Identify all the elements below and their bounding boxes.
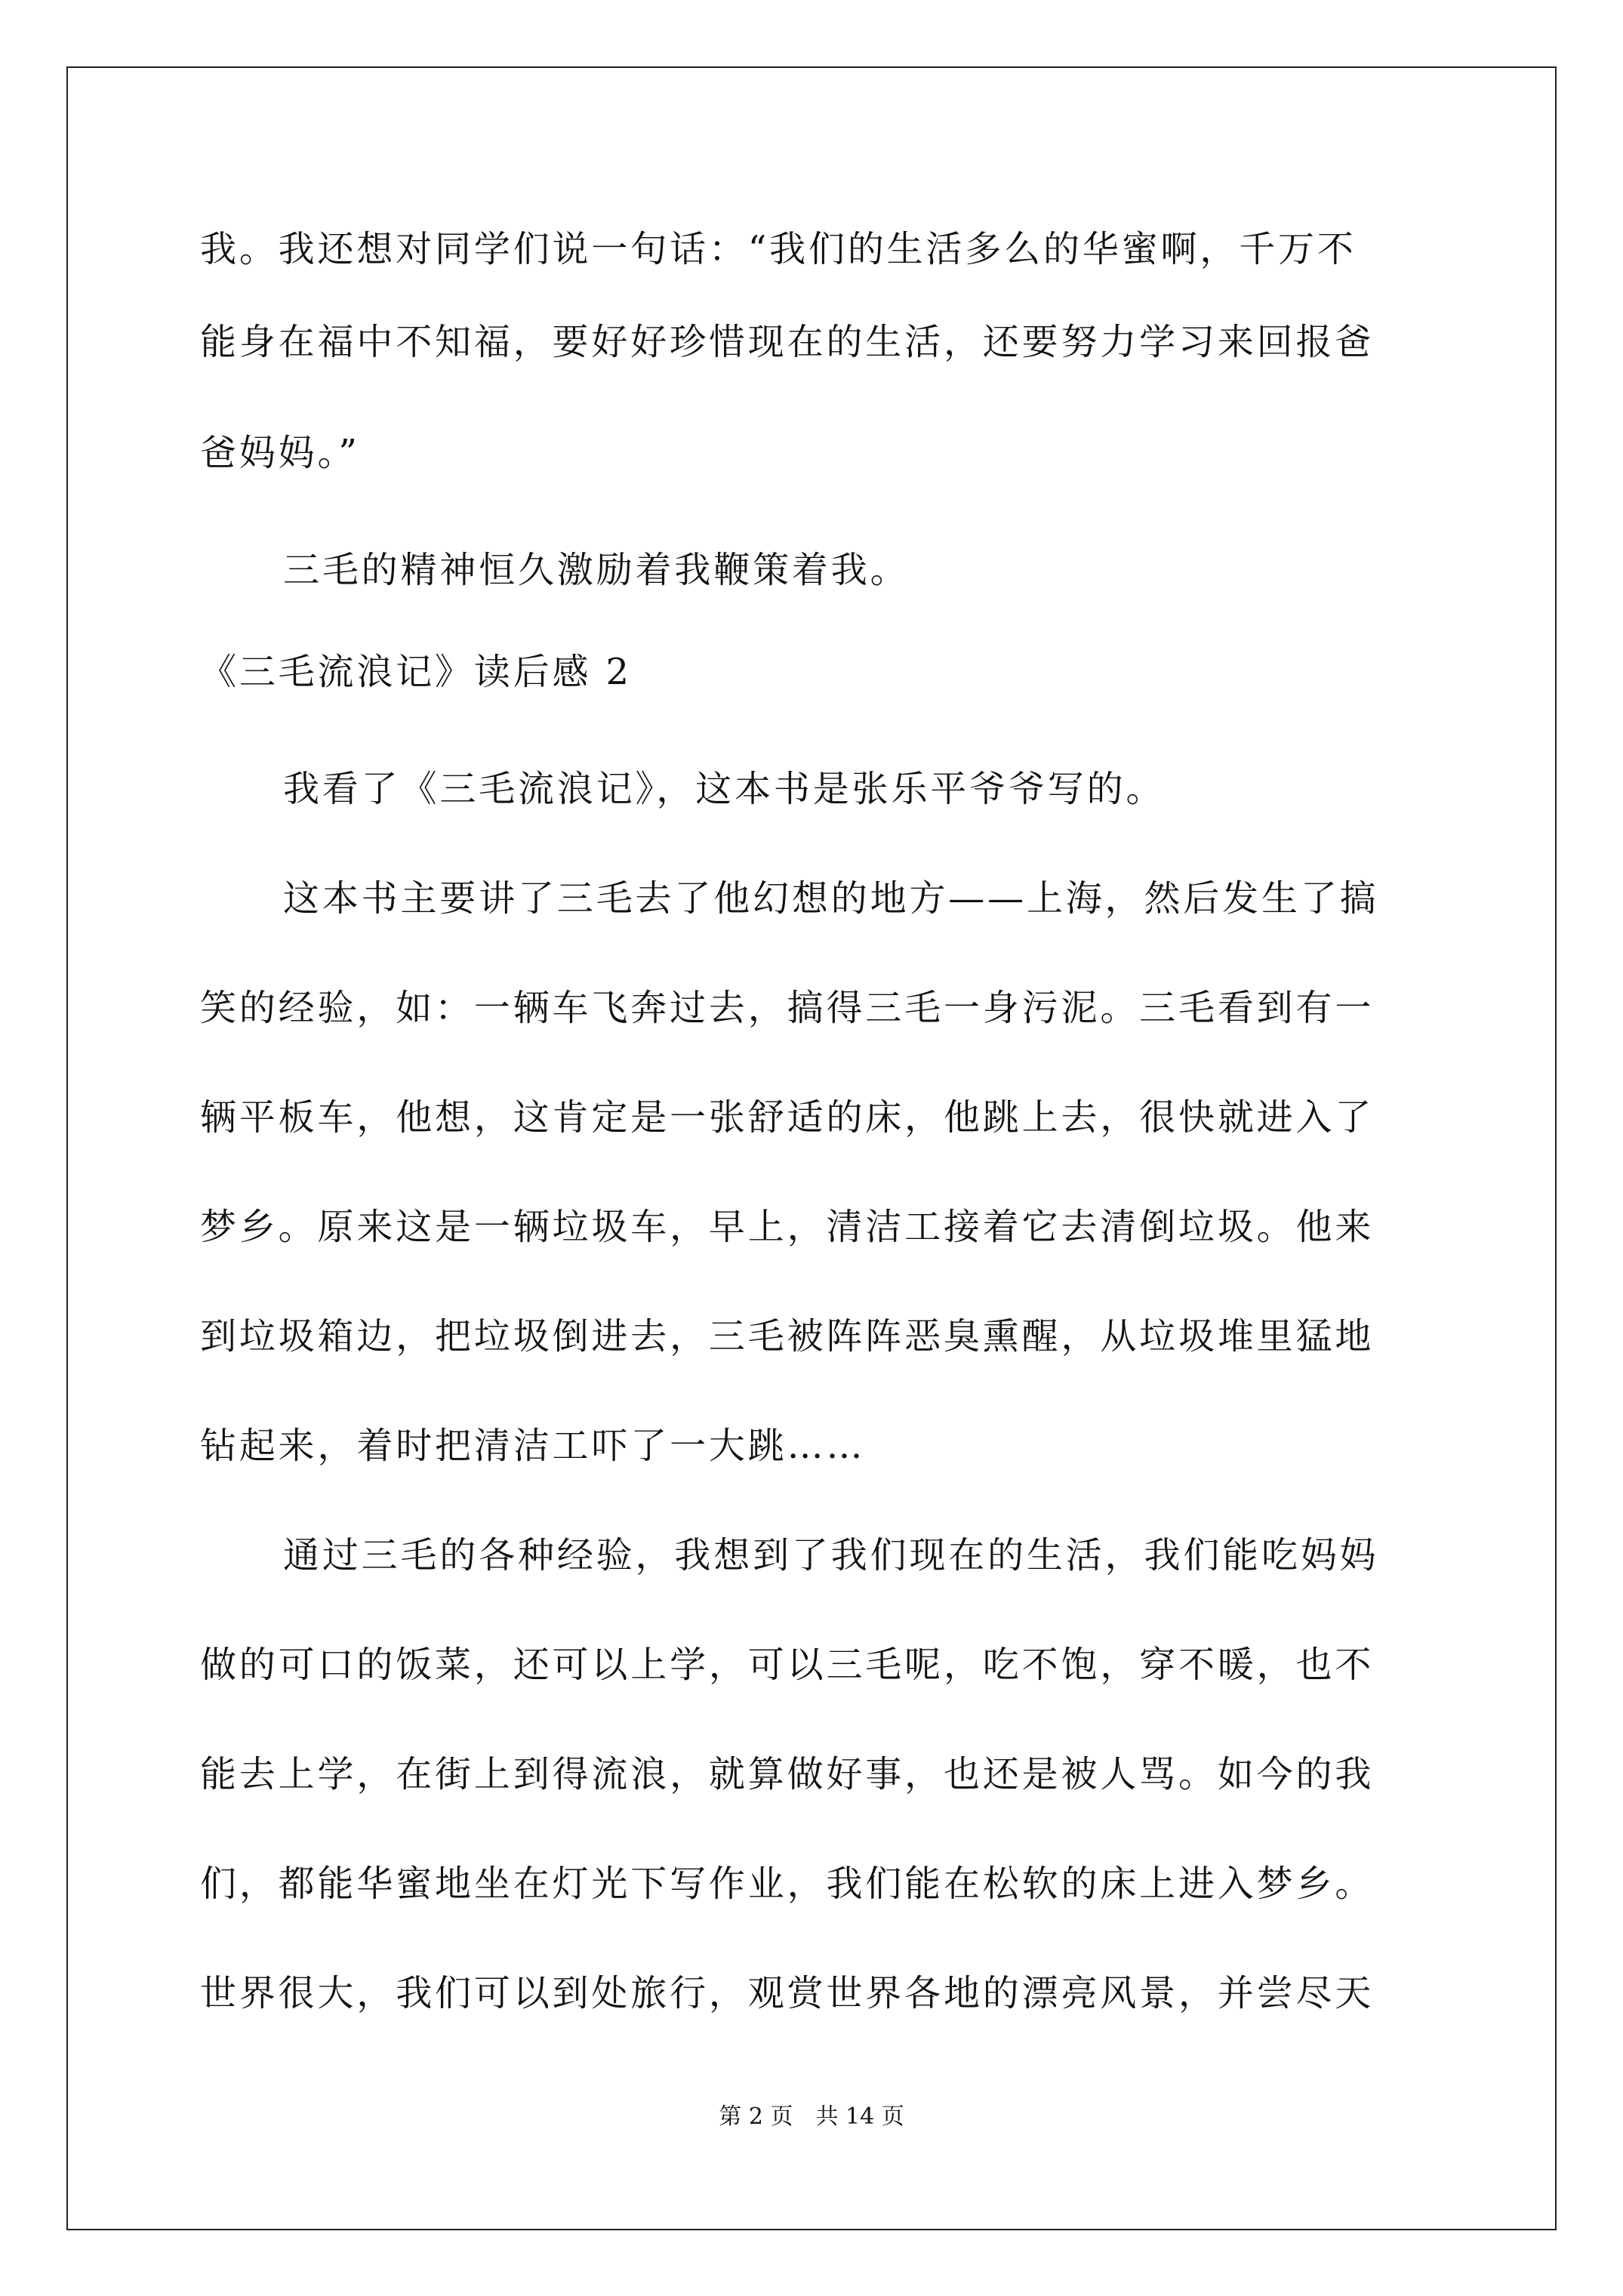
text-line: 笑的经验，如：一辆车飞奔过去，搞得三毛一身污泥。三毛看到有一 (200, 987, 1375, 1029)
text-line: 梦乡。原来这是一辆垃圾车，早上，清洁工接着它去清倒垃圾。他来 (200, 1206, 1375, 1248)
section-heading: 《三毛流浪记》读后感 2 (200, 651, 632, 693)
paragraph-line: 通过三毛的各种经验，我想到了我们现在的生活，我们能吃妈妈 (283, 1534, 1379, 1576)
paragraph-line: 这本书主要讲了三毛去了他幻想的地方——上海，然后发生了搞 (283, 877, 1379, 920)
text-line: 爸妈妈。” (200, 432, 360, 474)
text-line: 们，都能华蜜地坐在灯光下写作业，我们能在松软的床上进入梦乡。 (200, 1863, 1375, 1905)
text-line: 世界很大，我们可以到处旅行，观赏世界各地的漂亮风景，并尝尽天 (200, 1972, 1375, 2014)
text-line: 我。我还想对同学们说一句话：“我们的生活多么的华蜜啊，千万不 (200, 228, 1357, 270)
paragraph-line: 三毛的精神恒久激励着我鞭策着我。 (283, 549, 910, 591)
text-line: 辆平板车，他想，这肯定是一张舒适的床，他跳上去，很快就进入了 (200, 1096, 1375, 1139)
text-line: 到垃圾箱边，把垃圾倒进去，三毛被阵阵恶臭熏醒，从垃圾堆里猛地 (200, 1315, 1375, 1358)
paragraph-line: 我看了《三毛流浪记》，这本书是张乐平爷爷写的。 (283, 768, 1166, 810)
text-line: 钻起来，着时把清洁工吓了一大跳…… (200, 1425, 866, 1467)
text-line: 做的可口的饭菜，还可以上学，可以三毛呢，吃不饱，穿不暖，也不 (200, 1644, 1375, 1686)
text-line: 能身在福中不知福，要好好珍惜现在的生活，还要努力学习来回报爸 (200, 321, 1375, 363)
text-line: 能去上学，在街上到得流浪，就算做好事，也还是被人骂。如今的我 (200, 1753, 1375, 1795)
page-number-footer: 第 2 页 共 14 页 (719, 2103, 904, 2130)
